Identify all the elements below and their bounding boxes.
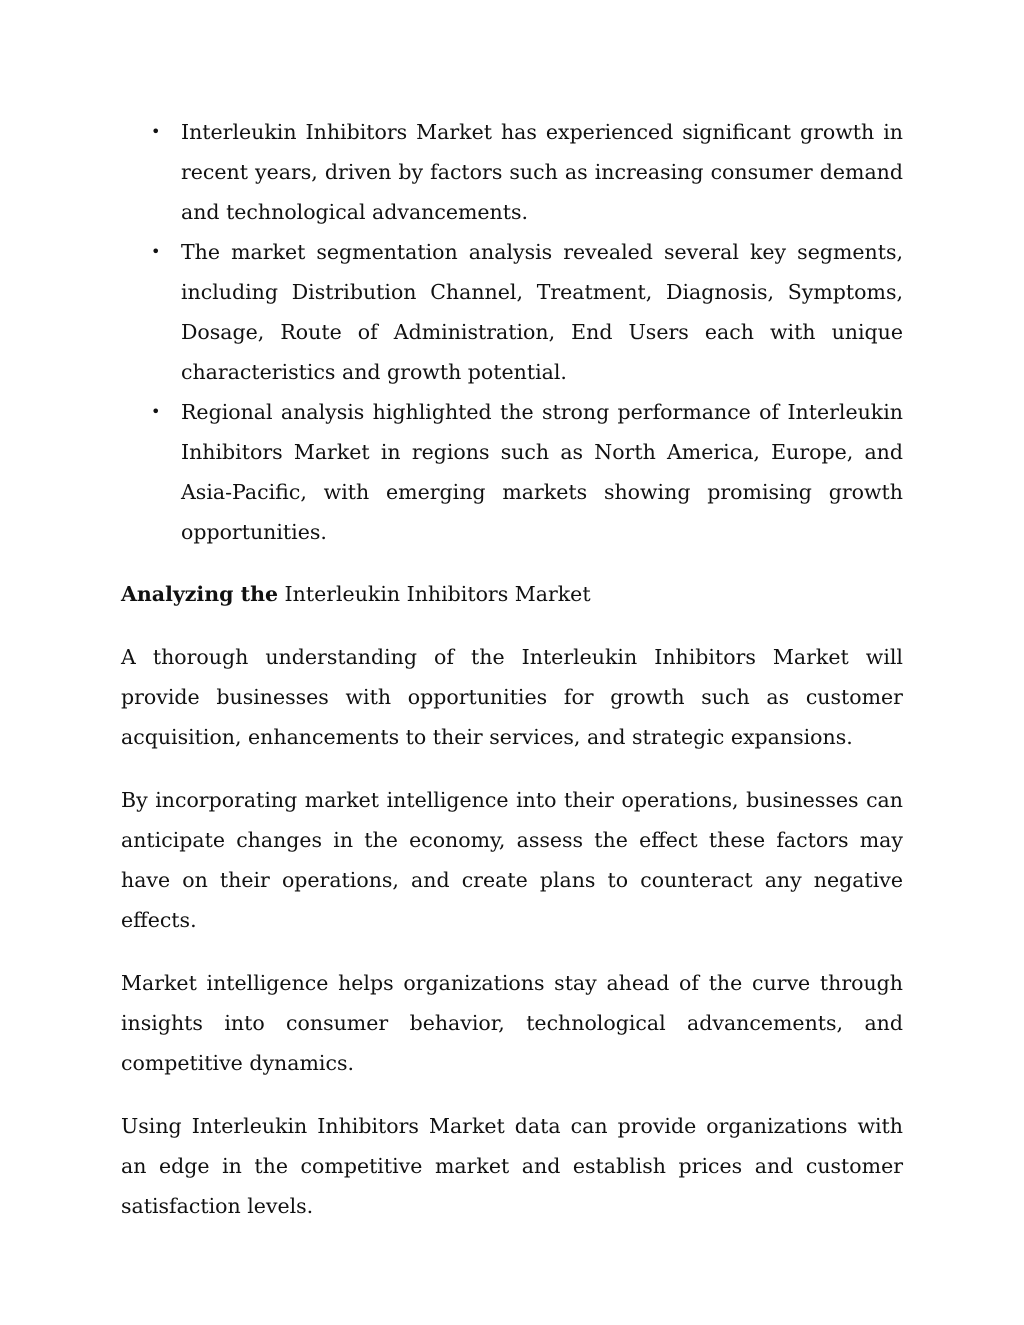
bullet-item <box>121 392 903 552</box>
section-heading <box>121 574 903 614</box>
paragraph: Using Interleukin Inhibitors Market data can provide organizations with an edge in the competitive market and establish prices and customer satisfaction levels. <box>121 1114 903 1218</box>
section-heading-bold: Analyzing the <box>121 582 279 606</box>
document-page <box>121 112 903 1226</box>
section-heading-rest: Interleukin Inhibitors Market <box>278 582 591 606</box>
paragraph: Market intelligence helps organizations stay ahead of the curve through insights into consumer behavior, technological advancements, and competitive dynamics. <box>121 971 903 1075</box>
bullet-item <box>121 112 903 232</box>
bullet-item <box>121 232 903 392</box>
bullet-text: The market segmentation analysis revealed several key segments, including Distribution Channel, Treatment, Diagnosis, Symptoms, Dosage, Route of Administration, End Users each with unique characteristics and growth potential. <box>181 240 903 384</box>
bullet-icon: • <box>151 402 161 421</box>
bullet-icon: • <box>151 242 161 261</box>
bullet-list <box>121 112 903 552</box>
bullet-text: Interleukin Inhibitors Market has experienced significant growth in recent years, driven by factors such as increasing consumer demand and technological advancements. <box>181 120 903 224</box>
bullet-text: Regional analysis highlighted the strong performance of Interleukin Inhibitors Market in regions such as North America, Europe, and Asia-Pacific, with emerging markets showing promising growth opportunities. <box>181 400 903 544</box>
paragraph: By incorporating market intelligence into their operations, businesses can anticipate changes in the economy, assess the effect these factors may have on their operations, and create plans to counteract any negative effects. <box>121 788 903 932</box>
bullet-icon: • <box>151 122 161 141</box>
paragraph: A thorough understanding of the Interleukin Inhibitors Market will provide businesses with opportunities for growth such as customer acquisition, enhancements to their services, and strategic expansions. <box>121 645 903 749</box>
